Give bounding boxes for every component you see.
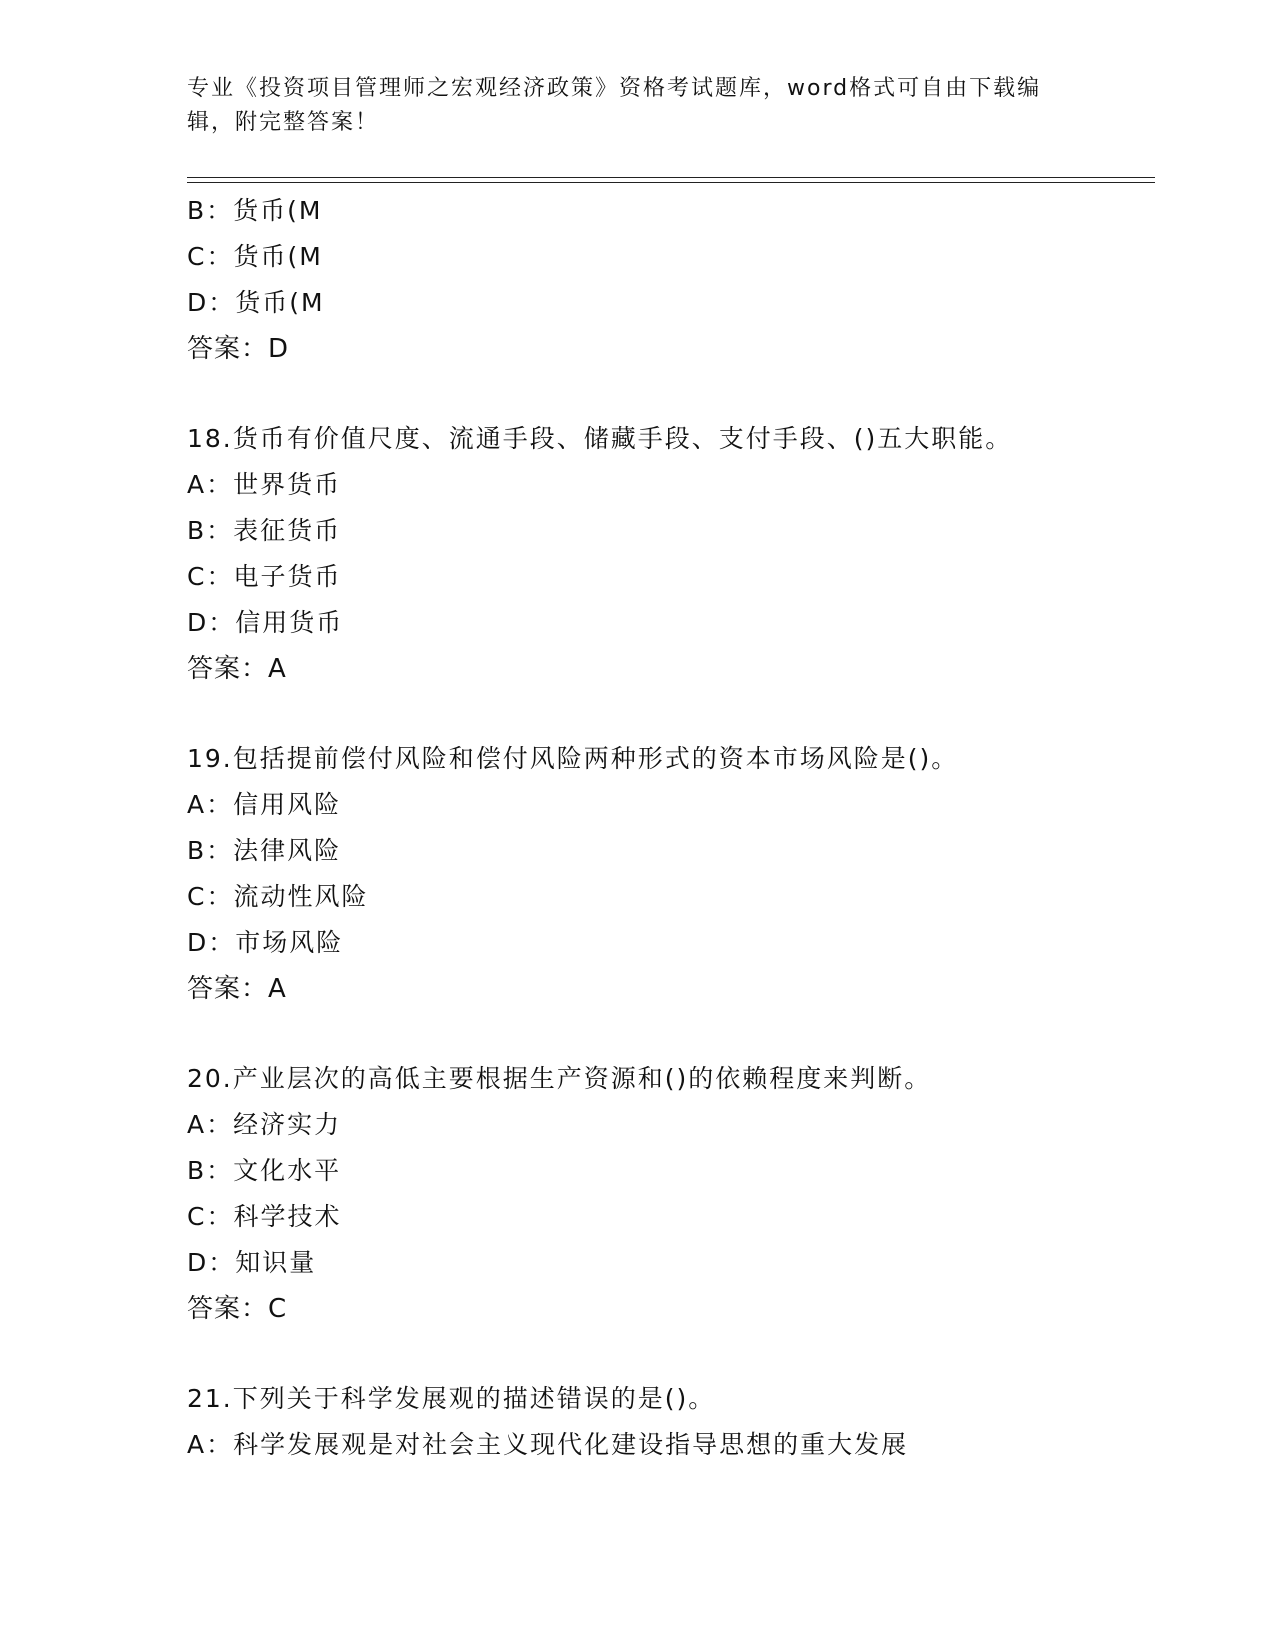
option-c: C：科学技术: [187, 1202, 342, 1231]
header-line-1: 专业《投资项目管理师之宏观经济政策》资格考试题库，word格式可自由下载编: [187, 76, 1042, 101]
option-c: C：流动性风险: [187, 882, 369, 911]
option-c: C：电子货币: [187, 562, 342, 591]
answer: 答案：A: [187, 974, 287, 1004]
header-line-2: 辑，附完整答案！: [187, 110, 380, 135]
question-17-continued: [187, 188, 1187, 372]
option-b: B：法律风险: [187, 836, 342, 865]
question-list: [187, 188, 1187, 1468]
option-b: B：表征货币: [187, 516, 342, 545]
option-a: A：经济实力: [187, 1110, 342, 1139]
answer: 答案：C: [187, 1294, 288, 1324]
question-18: [187, 416, 1187, 692]
option-a: A：世界货币: [187, 470, 342, 499]
question-stem: 20.产业层次的高低主要根据生产资源和()的依赖程度来判断。: [187, 1064, 932, 1093]
question-21: [187, 1376, 1187, 1468]
question-stem: 18.货币有价值尺度、流通手段、储藏手段、支付手段、()五大职能。: [187, 424, 1013, 453]
answer: 答案：D: [187, 334, 290, 364]
option-d: D：市场风险: [187, 928, 344, 957]
question-stem: 21.下列关于科学发展观的描述错误的是()。: [187, 1384, 716, 1413]
option-d: D：货币(M: [187, 288, 325, 317]
option-a: A：信用风险: [187, 790, 342, 819]
question-19: [187, 736, 1187, 1012]
header-rule-top: [187, 177, 1155, 178]
option-b: B：文化水平: [187, 1156, 342, 1185]
option-b: B：货币(M: [187, 196, 323, 225]
option-c: C：货币(M: [187, 242, 323, 271]
question-20: [187, 1056, 1187, 1332]
option-a: A：科学发展观是对社会主义现代化建设指导思想的重大发展: [187, 1430, 909, 1459]
question-stem: 19.包括提前偿付风险和偿付风险两种形式的资本市场风险是()。: [187, 744, 959, 773]
option-d: D：信用货币: [187, 608, 344, 637]
header-rule-bottom: [187, 182, 1155, 183]
document-header: [187, 72, 1067, 140]
answer: 答案：A: [187, 654, 287, 684]
option-d: D：知识量: [187, 1248, 317, 1277]
